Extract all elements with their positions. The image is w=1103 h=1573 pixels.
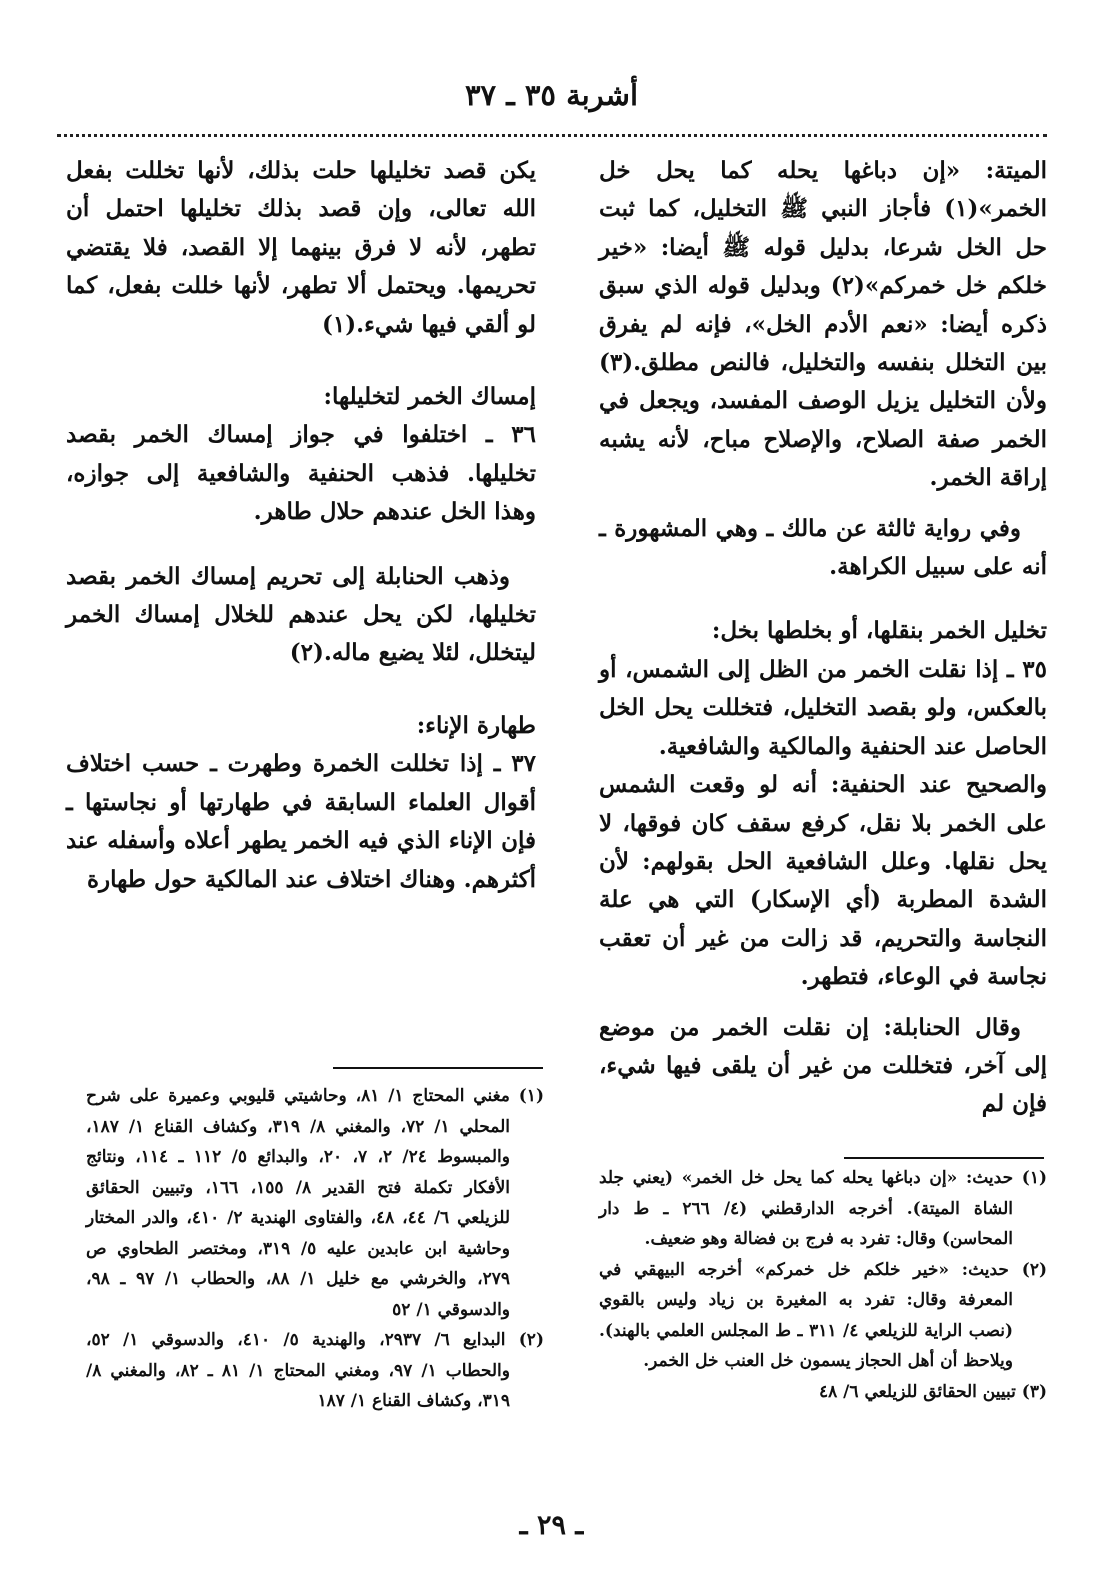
right-paragraph-5: وقال الحنابلة: إن نقلت الخمر من موضع إلى آخر، فتخللت من غير أن يلقى فيها شيء، فإن لم: [599, 1013, 1047, 1118]
right-paragraph-1: الميتة: «إن دباغها يحله كما يحل خل الخمر»(١) فأجاز النبي ﷺ التخليل، كما ثبت حل الخل شرعا، بدليل قوله ﷺ أيضا: «خير خلكم خل خمركم»(٢) وبدليل قوله الذي سبق ذكره أيضا: «نعم الأدم الخل»، فإنه لم يفرق بين التخلل بنفسه والتخليل، فالنص مطلق.(٣) ولأن التخليل يزيل الوصف المفسد، ويجعل في الخمر صفة الصلاح، والإصلاح مباح، لأنه يشبه إراقة الخمر.: [599, 157, 1047, 492]
right-column: [599, 152, 1047, 1124]
footnote-left-1: (١) مغني المحتاج ١/ ٨١، وحاشيتي قليوبي وعميرة على شرح المحلي ١/ ٧٢، والمغني ٨/ ٣١٩، وكشاف القناع ١/ ١٨٧، والمبسوط ٢٤/ ٢، ٧، ٢٠، والبدائع ٥/ ١١٢ ـ ١١٤، ونتائج الأفكار تكملة فتح القدير ٨/ ١٥٥، ١٦٦، وتبيين الحقائق للزيلعي ٦/ ٤٤، ٤٨، والفتاوى الهندية ٢/ ٤١٠، والدر المختار وحاشية ابن عابدين عليه ٥/ ٣١٩، ومختصر الطحاوي ص ٢٧٩، والخرشي مع خليل ١/ ٨٨، والحطاب ١/ ٩٧ ـ ٩٨، والدسوقي ١/ ٥٢: [86, 1086, 544, 1320]
left-section-heading-1: إمساك الخمر لتخليلها:: [323, 383, 536, 411]
header-dotted-rule: [57, 134, 1047, 137]
footnotes-left: [86, 1081, 544, 1417]
running-title: أشربة ٣٥ ـ ٣٧: [464, 78, 639, 112]
footnote-right-2: (٢) حديث: «خير خلكم خل خمركم» أخرجه البيهقي في المعرفة وقال: تفرد به المغيرة بن زياد وليس بالقوي (نصب الراية للزيلعي ٤/ ٣١١ ـ ط المجلس العلمي بالهند). ويلاحظ أن أهل الحجاز يسمون خل العنب خل الخمر.: [599, 1259, 1047, 1371]
page-number: ـ ٢٩ ـ: [519, 1510, 584, 1541]
left-paragraph-4: ٣٧ ـ إذا تخللت الخمرة وطهرت ـ حسب اختلاف أقوال العلماء السابقة في طهارتها أو نجاستها ـ فإن الإناء الذي فيه الخمر يطهر أعلاه وأسفله عند أكثرهم. وهناك اختلاف عند المالكية حول طهارة: [66, 750, 536, 893]
footnote-separator-right: [844, 1157, 1044, 1159]
right-section-heading: تخليل الخمر بنقلها، أو بخلطها بخل:: [711, 617, 1047, 645]
right-paragraph-2: وفي رواية ثالثة عن مالك ـ وهي المشهورة ـ أنه على سبيل الكراهة.: [599, 514, 1047, 581]
footnote-right-3: (٣) تبيين الحقائق للزيلعي ٦/ ٤٨: [819, 1381, 1047, 1402]
footnote-separator-left: [333, 1067, 543, 1069]
left-section-heading-2: طهارة الإناء:: [416, 711, 536, 739]
footnotes-right: [599, 1163, 1047, 1407]
right-paragraph-3: ٣٥ ـ إذا نقلت الخمر من الظل إلى الشمس، أو بالعكس، ولو بقصد التخليل، فتخللت يحل الخل الحاصل عند الحنفية والمالكية والشافعية.: [599, 655, 1047, 760]
footnote-left-2: (٢) البدايع ٦/ ٢٩٣٧، والهندية ٥/ ٤١٠، والدسوقي ١/ ٥٢، والحطاب ١/ ٩٧، ومغني المحتاج ١/ ٨١ ـ ٨٢، والمغني ٨/ ٣١٩، وكشاف القناع ١/ ١٨٧: [86, 1330, 544, 1411]
left-paragraph-1: يكن قصد تخليلها حلت بذلك، لأنها تخللت بفعل الله تعالى، وإن قصد بذلك تخليلها احتمل أن تطهر، لأنه لا فرق بينهما إلا القصد، فلا يقتضي تحريمها. ويحتمل ألا تطهر، لأنها خللت بفعل، كما لو ألقي فيها شيء.(١): [66, 157, 536, 338]
left-paragraph-3: وذهب الحنابلة إلى تحريم إمساك الخمر بقصد تخليلها، لكن يحل عندهم للخلال إمساك الخمر ليتخلل، لئلا يضيع ماله.(٢): [66, 562, 536, 667]
left-paragraph-2: ٣٦ ـ اختلفوا في جواز إمساك الخمر بقصد تخليلها. فذهب الحنفية والشافعية إلى جوازه، وهذا الخل عندهم حلال طاهر.: [66, 421, 536, 526]
footnote-right-1: (١) حديث: «إن دباغها يحله كما يحل خل الخمر» (يعني جلد الشاة الميتة). أخرجه الدارقطني (٤/ ٢٦٦ ـ ط دار المحاسن) وقال: تفرد به فرج بن فضالة وهو ضعيف.: [599, 1168, 1047, 1249]
right-paragraph-4: والصحيح عند الحنفية: أنه لو وقعت الشمس على الخمر بلا نقل، كرفع سقف كان فوقها، لا يحل نقلها. وعلل الشافعية الحل بقولهم: لأن الشدة المطربة (أي الإسكار) التي هي علة النجاسة والتحريم، قد زالت من غير أن تعقب نجاسة في الوعاء، فتطهر.: [599, 771, 1047, 991]
left-column: [66, 152, 536, 899]
